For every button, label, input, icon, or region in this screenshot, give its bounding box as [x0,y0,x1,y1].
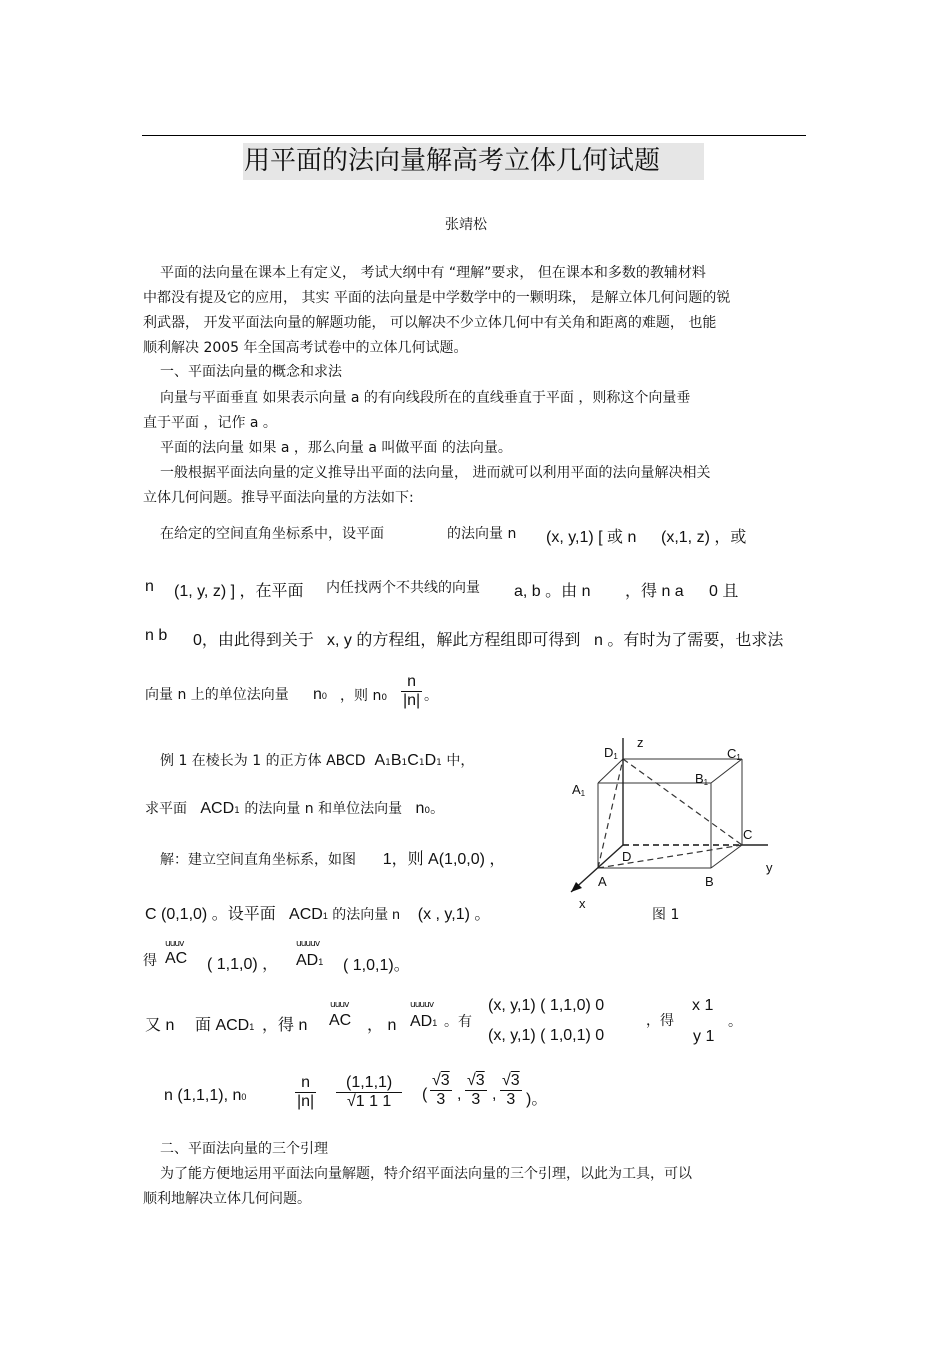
method-line-2e: ，得 n a [625,583,684,600]
method-line-4-end: 。 [424,688,438,704]
result-fraction-4 [465,1072,487,1109]
edge-bc [711,845,742,868]
result-n: n (1,1,1), n0 [164,1087,247,1104]
perp-line-b: 面 ACD1 [195,1017,255,1034]
label-c1: C1 [727,746,741,762]
example-1-line-2: 求平面 ACD1 的法向量 n 和单位法向量 n0。 [145,800,445,817]
definition-1-line-1: 向量与平面垂直 如果表示向量 a 的有向线段所在的直线垂直于平面 ，则称这个向量垂 [160,390,691,406]
example-1-line-3: 解：建立空间直角坐标系，如图 1，则 A(1,0,0) ， [160,851,506,868]
solution-x: x 1 [692,997,714,1014]
method-line-2d: a, b 。由 n [514,583,591,600]
label-a: A [598,874,607,889]
fraction-denominator: 3 [436,1091,446,1108]
method-line-1c: (x, y,1) [ 或 n [546,529,637,546]
vector-arrow-ad1: uuuuv [296,939,320,949]
result-open-paren: ( [422,1086,428,1103]
label-b1: B1 [695,771,709,787]
perp-arrow-ac: uuuv [330,1000,349,1010]
fraction-numerator: √3 [502,1072,520,1089]
definition-2: 平面的法向量 如果 a ，那么向量 a 叫做平面 的法向量。 [160,440,512,456]
label-b: B [705,874,714,889]
header-rule [142,135,806,136]
label-x: x [579,896,586,911]
intro-line-2: 中都没有提及它的应用， 其实 平面的法向量是中学数学中的一颗明珠， 是解立体几何问题的锐 [143,290,731,306]
vector-arrow-ac: uuuv [165,939,184,949]
label-c: C [743,827,753,842]
method-line-1d: (x,1, z) ，或 [661,529,747,546]
method-line-3a: n b [145,627,168,644]
method-intro-line-2: 立体几何问题。推导平面法向量的方法如下: [143,490,414,506]
fraction-denominator: 3 [471,1091,481,1108]
section-2-line-2: 顺利地解决立体几何问题。 [143,1191,311,1207]
vector-get-label: 得 [143,953,157,969]
intro-line-3: 利武器， 开发平面法向量的解题功能， 可以解决不少立体几何中有关角和距离的难题， 也能 [143,315,717,331]
perp-line-g: 。有 [444,1014,472,1030]
fraction-numerator: √3 [432,1072,450,1089]
vector-ad1: AD1 [296,952,324,969]
segment-d1c [623,759,742,845]
result-fraction-5 [500,1072,522,1109]
result-fraction-1 [295,1074,316,1111]
method-intro-line-1: 一般根据平面法向量的定义推导出平面的法向量， 进而就可以利用平面的法向量解决相关 [160,465,711,481]
perp-line-e: ， n [367,1017,397,1034]
edge-d1a1 [598,759,623,783]
system-eq-1: (x, y,1) ( 1,1,0) 0 [488,997,605,1014]
method-line-4c: ，则 n0 [340,688,388,704]
fraction-numerator: (1,1,1) [336,1074,402,1093]
method-line-3c: x, y 的方程组，解此方程组即可得到 [327,632,581,649]
fraction-denominator: √1 1 1 [346,1093,392,1110]
perp-line-k: 。 [728,1014,742,1030]
intro-line-1: 平面的法向量在课本上有定义， 考试大纲中有 “理解”要求， 但在课本和多数的教辅材料 [160,265,706,281]
system-eq-2: (x, y,1) ( 1,0,1) 0 [488,1027,605,1044]
section-2-line-1: 为了能方便地运用平面法向量解题，特介绍平面法向量的三个引理，以此为工具，可以 [160,1166,692,1182]
figure-caption: 图 1 [652,907,680,923]
method-line-3b: 0，由此得到关于 [193,632,314,649]
perp-line-a: 又 n [145,1017,175,1034]
label-d: D [622,849,632,864]
vector-ac-value: ( 1,1,0) ， [207,956,279,973]
result-comma-1: , [457,1086,462,1103]
perp-line-i: ，得 [646,1013,674,1029]
example-1-line-1: 例 1 在棱长为 1 的正方体 ABCD A1B1C1D1 中， [160,752,475,769]
method-line-4a: 向量 n 上的单位法向量 [145,687,289,703]
method-line-1b: 的法向量 n [447,526,517,542]
perp-arrow-ad1: uuuuv [410,1000,434,1010]
cube-figure [560,730,790,930]
method-line-3d: n 。有时为了需要，也求法 [594,632,784,649]
author: 张靖松 [445,217,487,233]
section-1-heading: 一、平面法向量的概念和求法 [160,364,342,380]
method-line-2b: (1, y, z) ] ，在平面 [174,583,304,600]
method-line-4b: n0 [313,686,327,703]
vector-ad1-value: ( 1,0,1)。 [343,957,410,974]
definition-1-line-2: 直于平面 ，记作 a 。 [143,415,277,431]
perp-line-c: ，得 n [262,1017,308,1034]
label-y: y [766,860,773,875]
example-1-line-4: C (0,1,0) 。设平面 ACD1 的法向量 n (x , y,1) 。 [145,906,491,923]
result-end: )。 [526,1091,548,1108]
fraction-denominator: 3 [506,1091,516,1108]
intro-line-4: 顺利解决 2005 年全国高考试卷中的立体几何试题。 [143,340,468,356]
fraction-numerator: √3 [467,1072,485,1089]
edge-c1b1 [711,759,742,783]
fraction-denominator: |n| [297,1093,315,1110]
section-2-heading: 二、平面法向量的三个引理 [160,1141,328,1157]
unit-normal-fraction [401,673,422,710]
result-fraction-3 [430,1072,452,1109]
fraction-numerator: n [401,673,422,692]
page-title: 用平面的法向量解高考立体几何试题 [244,146,661,176]
label-z: z [637,735,644,750]
method-line-1a: 在给定的空间直角坐标系中，设平面 [160,526,384,542]
perp-ac: AC [329,1012,352,1029]
perp-ad1: AD1 [410,1013,438,1030]
fraction-denominator: |n| [403,692,421,709]
method-line-2a: n [145,578,154,595]
result-fraction-2 [336,1074,402,1111]
label-a1: A1 [572,782,586,798]
method-line-2f: 0 且 [709,583,739,600]
fraction-numerator: n [295,1074,316,1093]
method-line-2c: 内任找两个不共线的向量 [326,580,480,596]
vector-ac: AC [165,950,188,967]
solution-y: y 1 [693,1028,715,1045]
label-d1: D1 [604,745,618,761]
result-comma-2: , [492,1086,497,1103]
segment-ad1 [598,759,623,868]
